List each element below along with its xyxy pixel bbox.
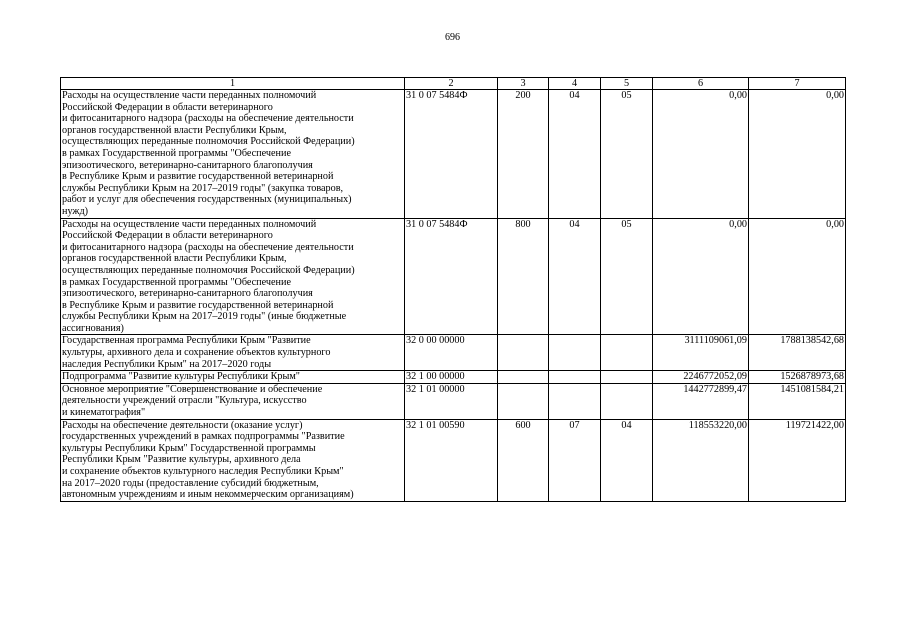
subsection-code	[601, 383, 653, 419]
description-line: органов государственной власти Республики Крым,	[62, 253, 287, 265]
description-line: Расходы на осуществление части переданных полномочий	[62, 90, 317, 101]
target-code: 32 1 01 00590	[405, 419, 498, 501]
section-code	[549, 335, 601, 371]
table-row	[61, 218, 846, 335]
page-number: 696	[445, 32, 460, 43]
budget-table	[60, 77, 846, 502]
description-line: Государственная программа Республики Крым "Развитие	[62, 335, 311, 347]
description-line: Расходы на осуществление части переданных полномочий	[62, 218, 317, 230]
expense-type-code: 600	[498, 419, 549, 501]
description-line: осуществляющих переданные полномочия Российской Федерации)	[62, 264, 355, 276]
amount-col7: 1788138542,68	[749, 335, 846, 371]
description-line: и фитосанитарного надзора (расходы на обеспечение деятельности	[62, 241, 354, 253]
amount-col7: 119721422,00	[749, 419, 846, 501]
description-line: Расходы на обеспечение деятельности (оказание услуг)	[62, 419, 303, 431]
description-line: Российской Федерации в области ветеринарного	[62, 101, 273, 113]
description-line: Республики Крым "Развитие культуры, архивного дела	[62, 454, 301, 466]
description-line: ассигнования)	[62, 322, 124, 334]
subsection-code: 05	[601, 90, 653, 219]
description-line: и фитосанитарного надзора (расходы на обеспечение деятельности	[62, 113, 354, 125]
description-line: культуры, архивного дела и сохранение объектов культурного	[62, 347, 331, 359]
description-line: в рамках Государственной программы "Обеспечение	[62, 147, 291, 159]
description-line: наследия Республики Крым" на 2017–2020 годы	[62, 358, 272, 370]
target-code: 31 0 07 5484Ф	[405, 90, 498, 219]
description-line: осуществляющих переданные полномочия Российской Федерации)	[62, 136, 355, 148]
section-code: 04	[549, 90, 601, 219]
expense-type-code: 200	[498, 90, 549, 219]
amount-col6: 118553220,00	[653, 419, 749, 501]
table-row	[61, 419, 846, 501]
table-row	[61, 335, 846, 371]
expense-type-code: 800	[498, 218, 549, 335]
expense-type-code	[498, 371, 549, 384]
column-header: 7	[749, 78, 846, 90]
description-line: Основное мероприятие "Совершенствование и обеспечение	[62, 383, 323, 395]
description-line: и сохранение объектов культурного наследия Республики Крым"	[62, 466, 344, 477]
target-code: 32 1 01 00000	[405, 383, 498, 419]
subsection-code	[601, 371, 653, 384]
amount-col7: 1526878973,68	[749, 371, 846, 384]
description-line: культуры Республики Крым" Государственной программы	[62, 442, 316, 454]
description-line: в Республике Крым и развитие государственной ветеринарной	[62, 171, 334, 183]
row-description	[61, 383, 405, 419]
description-line: и кинематография"	[62, 407, 146, 419]
description-line: в Республике Крым и развитие государственной ветеринарной	[62, 299, 334, 311]
amount-col7: 1451081584,21	[749, 383, 846, 419]
target-code: 31 0 07 5484Ф	[405, 218, 498, 335]
row-description	[61, 90, 405, 219]
header-row	[61, 78, 846, 90]
amount-col7: 0,00	[749, 218, 846, 335]
amount-col6: 2246772052,09	[653, 371, 749, 384]
row-description	[61, 335, 405, 371]
column-header: 1	[61, 78, 405, 90]
target-code: 32 1 00 00000	[405, 371, 498, 384]
description-line: эпизоотического, ветеринарно-санитарного благополучия	[62, 159, 313, 171]
expense-type-code	[498, 383, 549, 419]
amount-col6: 3111109061,09	[653, 335, 749, 371]
row-description	[61, 419, 405, 501]
description-line: работ и услуг для обеспечения государственных (муниципальных)	[62, 194, 352, 206]
description-line: автономным учреждениям и иным некоммерческим организациям)	[62, 489, 354, 501]
amount-col6: 0,00	[653, 218, 749, 335]
description-line: эпизоотического, ветеринарно-санитарного благополучия	[62, 288, 313, 300]
amount-col7: 0,00	[749, 90, 846, 219]
table-row	[61, 383, 846, 419]
description-line: на 2017–2020 годы (предоставление субсидий бюджетным,	[62, 477, 319, 489]
subsection-code: 05	[601, 218, 653, 335]
row-description	[61, 218, 405, 335]
description-line: нужд)	[62, 205, 89, 217]
column-header: 2	[405, 78, 498, 90]
description-line: Российской Федерации в области ветеринарного	[62, 230, 273, 242]
description-line: органов государственной власти Республики Крым,	[62, 124, 287, 136]
column-header: 4	[549, 78, 601, 90]
table-row	[61, 371, 846, 384]
column-header: 5	[601, 78, 653, 90]
subsection-code: 04	[601, 419, 653, 501]
section-code	[549, 383, 601, 419]
section-code	[549, 371, 601, 384]
description-line: деятельности учреждений отрасли "Культура, искусство	[62, 395, 307, 407]
section-code: 07	[549, 419, 601, 501]
section-code: 04	[549, 218, 601, 335]
description-line: в рамках Государственной программы "Обеспечение	[62, 276, 291, 288]
column-header: 6	[653, 78, 749, 90]
amount-col6: 1442772899,47	[653, 383, 749, 419]
expense-type-code	[498, 335, 549, 371]
table-row	[61, 90, 846, 219]
amount-col6: 0,00	[653, 90, 749, 219]
row-description	[61, 371, 405, 384]
description-line: Подпрограмма "Развитие культуры Республики Крым"	[62, 371, 300, 383]
target-code: 32 0 00 00000	[405, 335, 498, 371]
description-line: государственных учреждений в рамках подпрограммы "Развитие	[62, 431, 345, 443]
description-line: службы Республики Крым на 2017–2019 годы" (закупка товаров,	[62, 182, 344, 194]
column-header: 3	[498, 78, 549, 90]
subsection-code	[601, 335, 653, 371]
description-line: службы Республики Крым на 2017–2019 годы" (иные бюджетные	[62, 311, 347, 323]
